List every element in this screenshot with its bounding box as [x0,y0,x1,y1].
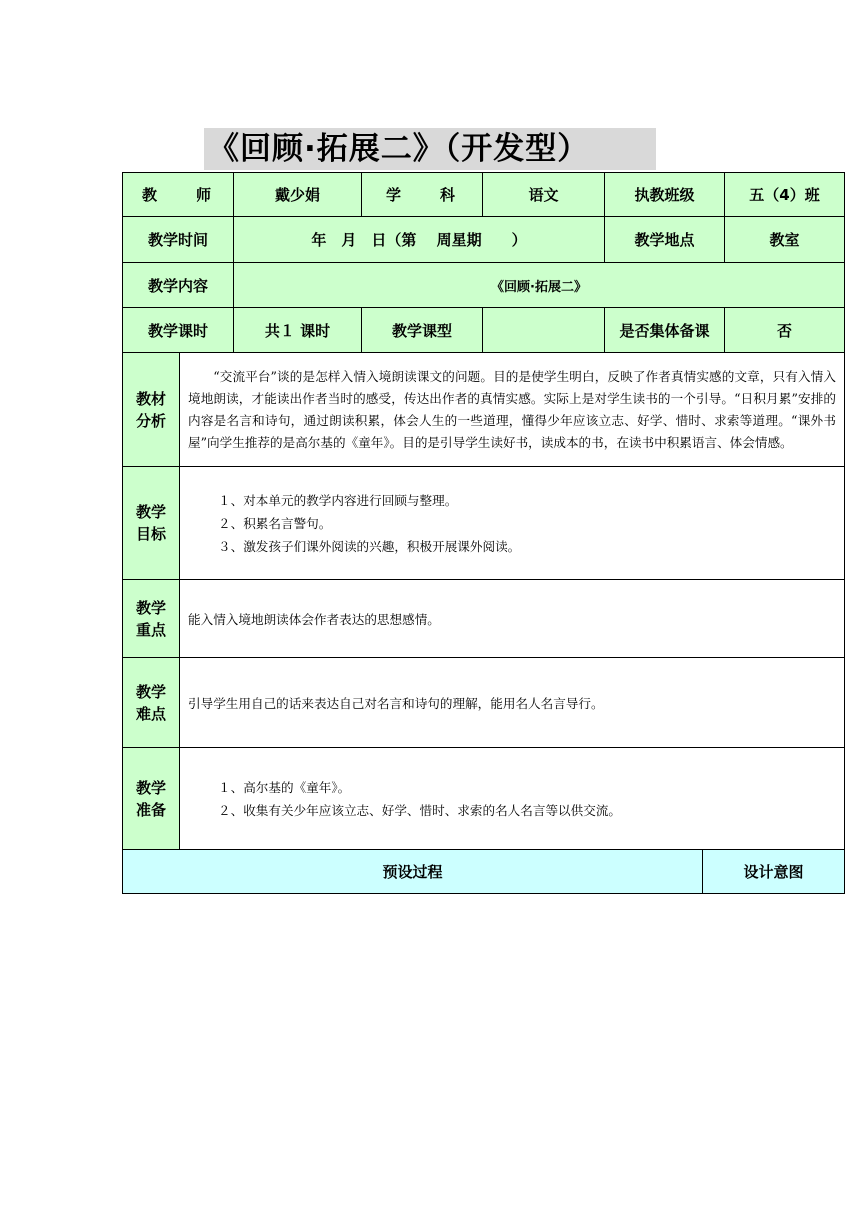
analysis-label-line1: 教材 [135,389,166,408]
goals-label [122,467,180,580]
lesson-plan-table [122,172,845,894]
list-item: １、对本单元的教学内容进行回顾与整理。 [218,492,458,508]
table-row [122,172,845,217]
prep-label-line1: 教学 [135,778,166,797]
difficulty-text: 引导学生用自己的话来表达自己对名言和诗句的理解，能用名人名言导行。 [188,696,604,711]
analysis-label-line2: 分析 [135,411,166,430]
document-title: 《回顾·拓展二》（开发型） [204,128,656,170]
place-value: 教室 [725,217,845,263]
goals-list [188,489,520,558]
table-row [122,658,845,748]
difficulty-label [122,658,180,748]
subject-label: 学 科 [362,172,483,217]
table-row [122,353,845,467]
teacher-value: 戴少娟 [234,172,362,217]
list-item: ３、激发孩子们课外阅读的兴趣，积极开展课外阅读。 [218,538,521,554]
goals-label-line1: 教学 [135,503,166,521]
class-label: 执教班级 [605,172,725,217]
table-row [122,850,845,894]
prep-label-line2: 准备 [135,800,166,819]
focus-label-line2: 重点 [135,620,166,639]
focus-label [122,580,180,658]
analysis-content [180,353,845,467]
class-value: 五（4）班 [725,172,845,217]
focus-content [180,580,845,658]
table-row [122,580,845,658]
difficulty-content [180,658,845,748]
hours-value: 共１ 课时 [234,308,362,353]
difficulty-label-line2: 难点 [135,704,166,723]
table-row [122,467,845,580]
goals-label-line2: 目标 [135,525,166,543]
hours-label: 教学课时 [122,308,234,353]
list-item: ２、收集有关少年应该立志、好学、惜时、求索的名人名言等以供交流。 [218,802,621,818]
focus-text: 能入情入境地朗读体会作者表达的思想感情。 [188,612,440,627]
type-label: 教学课型 [362,308,483,353]
intent-header: 设计意图 [703,850,845,894]
place-label: 教学地点 [605,217,725,263]
type-value [483,308,605,353]
collective-value: 否 [725,308,845,353]
goals-content [180,467,845,580]
prep-list [188,776,621,822]
teacher-label: 教 师 [122,172,234,217]
focus-label-line1: 教学 [135,598,166,617]
list-item: ２、积累名言警句。 [218,515,332,531]
prep-label [122,748,180,850]
time-label: 教学时间 [122,217,234,263]
analysis-text: “交流平台”谈的是怎样入情入境朗读课文的问题。目的是使学生明白，反映了作者真情实感的文章，只有入情入境地朗读，才能读出作者当时的感受，传达出作者的真情实感。实际上是对学生读书的一个引导。“日积月累”安排的内容是名言和诗句，通过朗读积累，体会人生的一些道理，懂得少年应该立志、好学、惜时、求索等道理。“课外书屋”向学生推荐的是高尔基的《童年》。目的是引导学生读好书，读成本的书，在读书中积累语言、体会情感。 [188,368,836,450]
table-row [122,308,845,353]
collective-label: 是否集体备课 [605,308,725,353]
table-row [122,748,845,850]
time-value: 年 月 日（第 周星期 ） [234,217,605,263]
prep-content [180,748,845,850]
list-item: １、高尔基的《童年》。 [218,779,351,795]
difficulty-label-line1: 教学 [135,682,166,701]
content-label: 教学内容 [122,263,234,308]
process-header: 预设过程 [122,850,703,894]
table-row [122,217,845,263]
subject-value: 语文 [483,172,605,217]
table-row [122,263,845,308]
content-value: 《回顾·拓展二》 [234,263,845,308]
analysis-label [122,353,180,467]
